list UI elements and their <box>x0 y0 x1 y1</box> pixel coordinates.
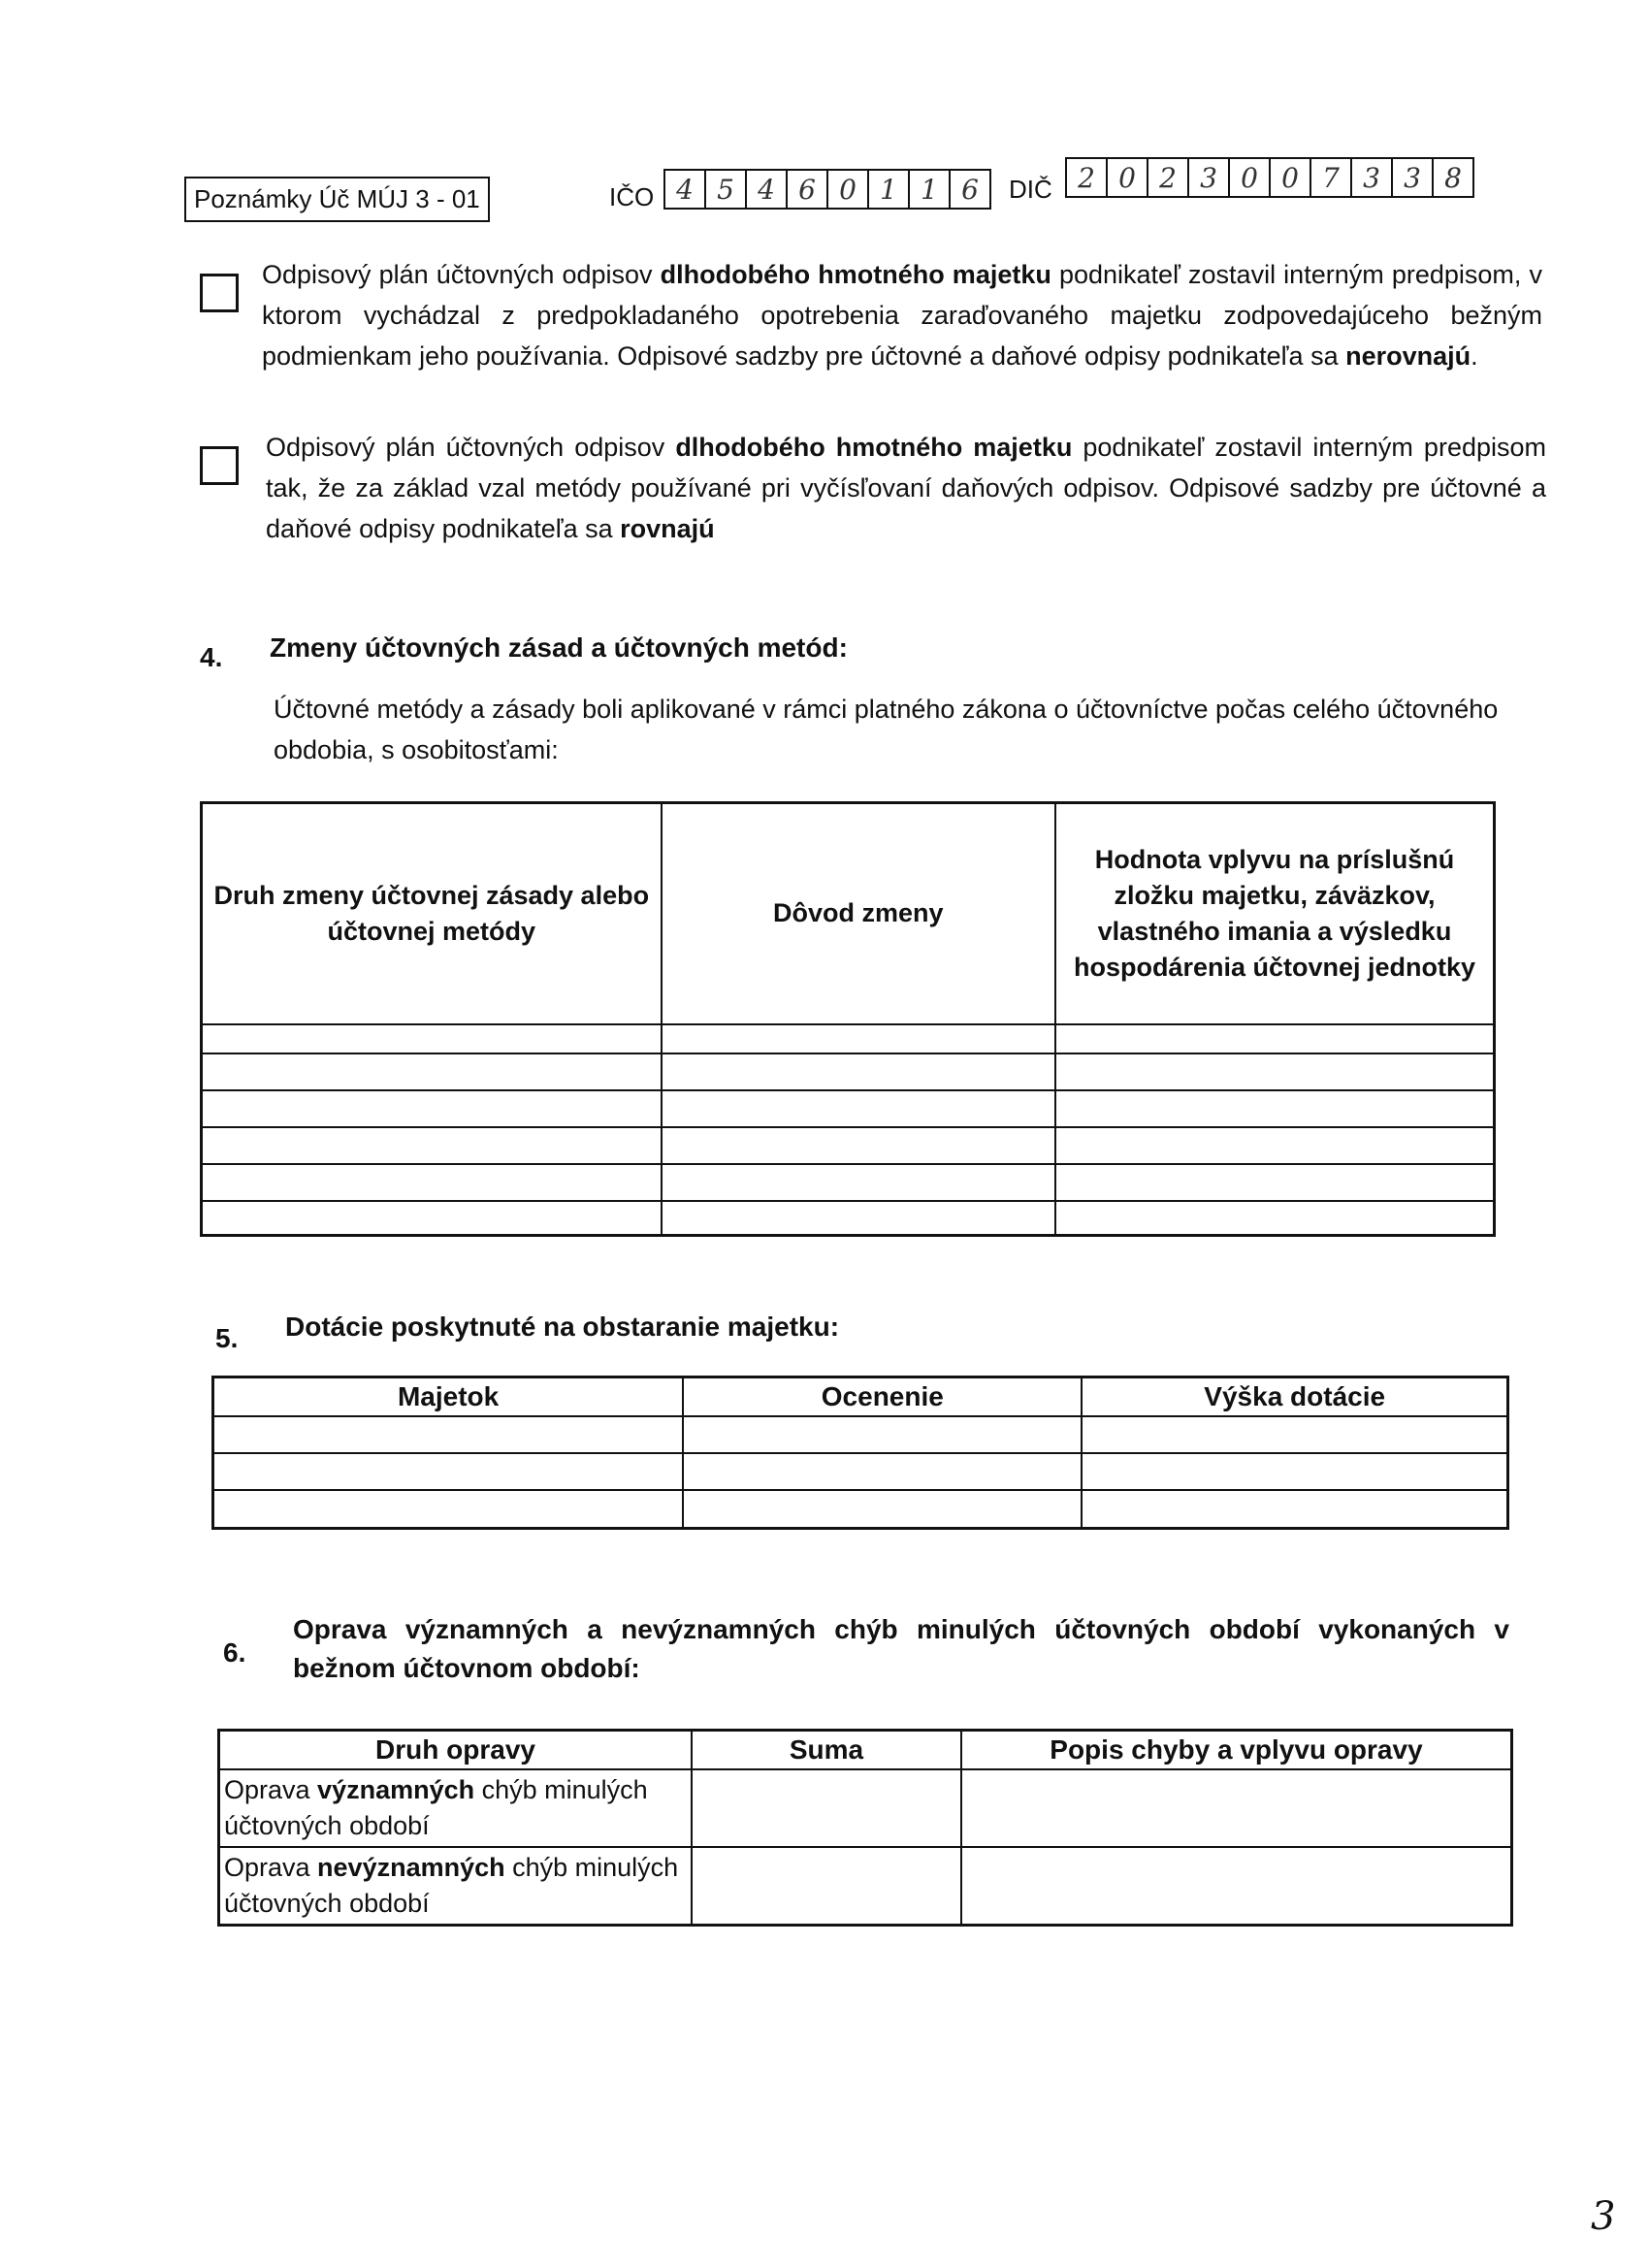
option-equal-text: Odpisový plán účtovných odpisov dlhodobého hmotného majetku podnikateľ zostavil interným predpisom tak, že za základ vzal metódy používané pri vyčísľovaní daňových odpisov. Odpisové sadzby pre účtovné a daňové odpisy podnikateľa sa rovnajú <box>266 433 1546 543</box>
ico-digit: 1 <box>910 171 951 208</box>
dic-digit: 2 <box>1148 159 1189 196</box>
table-cell[interactable] <box>202 1201 662 1236</box>
table-cell[interactable] <box>213 1490 684 1529</box>
changes-col-kind: Druh zmeny účtovnej zásady alebo účtovnej metódy <box>202 803 662 1024</box>
page-number: 3 <box>1591 2194 1616 2239</box>
table-cell[interactable] <box>213 1416 684 1453</box>
dic-digit: 0 <box>1271 159 1311 196</box>
table-cell[interactable] <box>692 1847 961 1926</box>
dic-digit: 2 <box>1067 159 1108 196</box>
section-4-number: 4. <box>200 642 223 672</box>
section-4-title: Zmeny účtovných zásad a účtovných metód: <box>270 632 848 663</box>
dic-digit: 8 <box>1444 161 1462 194</box>
ico-digit: 6 <box>961 173 979 206</box>
correction-insignificant-label: Oprava nevýznamných chýb minulých účtovných období <box>219 1847 693 1926</box>
table-cell[interactable] <box>202 1090 662 1127</box>
corrections-col-description: Popis chyby a vplyvu opravy <box>961 1731 1512 1769</box>
table-cell[interactable] <box>1055 1201 1495 1236</box>
dic-digit: 3 <box>1352 159 1393 196</box>
table-cell[interactable] <box>683 1416 1082 1453</box>
changes-col-impact: Hodnota vplyvu na príslušnú zložku majetku, záväzkov, vlastného imania a výsledku hospodárenia účtovnej jednotky <box>1055 803 1495 1024</box>
changes-table <box>200 801 1496 1237</box>
table-cell[interactable] <box>662 1090 1055 1127</box>
ico-digit: 0 <box>828 171 869 208</box>
changes-col-reason: Dôvod zmeny <box>662 803 1055 1024</box>
dic-digit: 0 <box>1108 159 1148 196</box>
table-cell[interactable] <box>1082 1416 1507 1453</box>
table-row <box>202 1090 1495 1127</box>
table-cell[interactable] <box>1055 1090 1495 1127</box>
form-label: Poznámky Úč MÚJ 3 - 01 <box>184 177 490 222</box>
dic-digit: 7 <box>1311 159 1352 196</box>
dic-label: DIČ <box>1009 175 1052 204</box>
option-equal-checkbox[interactable] <box>200 446 239 485</box>
table-cell[interactable] <box>202 1127 662 1164</box>
section-6-number: 6. <box>223 1637 246 1668</box>
table-row <box>219 1847 1512 1926</box>
table-cell[interactable] <box>692 1769 961 1847</box>
ico-digit: 1 <box>869 171 910 208</box>
table-cell[interactable] <box>1055 1127 1495 1164</box>
table-row <box>219 1769 1512 1847</box>
subsidies-col-amount: Výška dotácie <box>1082 1377 1507 1416</box>
table-cell[interactable] <box>202 1164 662 1201</box>
table-cell[interactable] <box>1055 1164 1495 1201</box>
table-cell[interactable] <box>202 1024 662 1053</box>
table-row <box>213 1490 1508 1529</box>
table-cell[interactable] <box>662 1024 1055 1053</box>
ico-label: IČO <box>609 182 655 211</box>
dic-field[interactable] <box>1065 157 1474 198</box>
correction-significant-label: Oprava významných chýb minulých účtovných období <box>219 1769 693 1847</box>
section-5-number: 5. <box>215 1323 239 1353</box>
ico-digit: 4 <box>665 171 706 208</box>
table-row <box>202 1201 1495 1236</box>
table-cell[interactable] <box>662 1164 1055 1201</box>
dic-digit: 0 <box>1230 159 1271 196</box>
table-cell[interactable] <box>1055 1024 1495 1053</box>
table-row <box>213 1453 1508 1490</box>
subsidies-col-asset: Majetok <box>213 1377 684 1416</box>
table-cell[interactable] <box>961 1847 1512 1926</box>
dic-digit: 3 <box>1189 159 1230 196</box>
table-cell[interactable] <box>213 1453 684 1490</box>
table-row <box>202 1164 1495 1201</box>
table-row <box>202 1053 1495 1090</box>
corrections-col-kind: Druh opravy <box>219 1731 693 1769</box>
table-cell[interactable] <box>683 1490 1082 1529</box>
option-unequal-checkbox[interactable] <box>200 274 239 312</box>
section-4-text: Účtovné metódy a zásady boli aplikované v rámci platného zákona o účtovníctve počas celého účtovného obdobia, s osobitosťami: <box>274 695 1499 764</box>
table-cell[interactable] <box>683 1453 1082 1490</box>
table-row <box>202 1127 1495 1164</box>
section-5-title: Dotácie poskytnuté na obstaranie majetku: <box>285 1312 840 1342</box>
table-cell[interactable] <box>1055 1053 1495 1090</box>
ico-digit: 6 <box>788 171 828 208</box>
corrections-table <box>217 1729 1513 1927</box>
table-cell[interactable] <box>662 1127 1055 1164</box>
option-unequal-text: Odpisový plán účtovných odpisov dlhodobého hmotného majetku podnikateľ zostavil interným predpisom, v ktorom vychádzal z predpokladaného opotrebenia zaraďovaného majetku zodpovedajúceho bežným podmienkam jeho používania. Odpisové sadzby pre účtovné a daňové odpisy podnikateľa sa nerovnajú. <box>262 260 1542 371</box>
dic-digit: 3 <box>1393 159 1434 196</box>
table-cell[interactable] <box>662 1201 1055 1236</box>
table-row <box>202 1024 1495 1053</box>
table-cell[interactable] <box>202 1053 662 1090</box>
ico-field[interactable] <box>663 169 991 210</box>
section-6-title: Oprava významných a nevýznamných chýb minulých účtovných období vykonaných v bežnom účtovnom období: <box>293 1614 1509 1683</box>
ico-digit: 5 <box>706 171 747 208</box>
ico-digit: 4 <box>747 171 788 208</box>
table-cell[interactable] <box>961 1769 1512 1847</box>
subsidies-table <box>211 1376 1509 1530</box>
subsidies-col-valuation: Ocenenie <box>683 1377 1082 1416</box>
table-cell[interactable] <box>662 1053 1055 1090</box>
corrections-col-sum: Suma <box>692 1731 961 1769</box>
table-cell[interactable] <box>1082 1490 1507 1529</box>
table-row <box>213 1416 1508 1453</box>
table-cell[interactable] <box>1082 1453 1507 1490</box>
